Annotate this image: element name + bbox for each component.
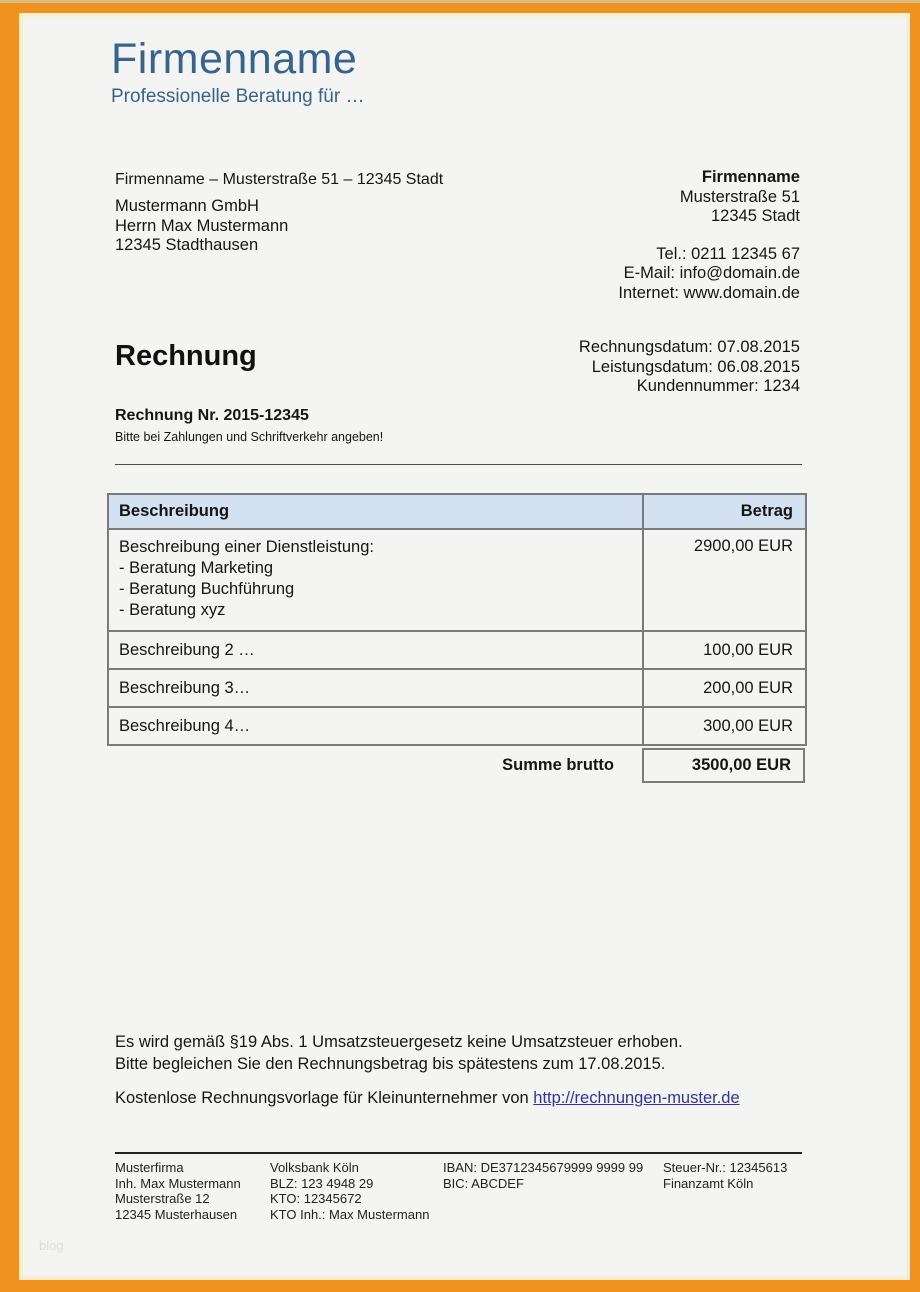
company-logo-subtitle: Professionelle Beratung für … — [111, 86, 365, 107]
item-description-line: - Beratung xyz — [119, 601, 226, 619]
document-page — [19, 13, 910, 1280]
payment-note-line: Bitte begleichen Sie den Rechnungsbetrag bis spätestens zum 17.08.2015. — [115, 1054, 666, 1073]
footer-line: BIC: ABCDEF — [443, 1175, 524, 1191]
invoice-title: Rechnung — [115, 340, 257, 372]
table-row — [108, 669, 806, 707]
company-name: Firmenname — [701, 168, 800, 186]
footer-line: IBAN: DE3712345679999 9999 99 — [443, 1160, 644, 1175]
footer-line: Finanzamt Köln — [663, 1175, 754, 1191]
footer-line: BLZ: 123 4948 29 — [270, 1175, 374, 1191]
item-description-line: - Beratung Buchführung — [119, 580, 295, 598]
template-source-text: Kostenlose Rechnungsvorlage für Kleinunternehmer von — [115, 1089, 534, 1107]
item-description-line: Beschreibung einer Dienstleistung: — [119, 538, 374, 556]
separator-line — [115, 464, 802, 465]
footer-line: Musterstraße 12 — [115, 1191, 210, 1206]
recipient-address — [115, 197, 288, 256]
logo-block — [111, 35, 364, 108]
table-row — [108, 631, 806, 669]
footer-iban-column — [443, 1160, 663, 1222]
footer-line: Volksbank Köln — [270, 1160, 359, 1175]
footer — [115, 1160, 813, 1222]
footer-line: Inh. Max Mustermann — [115, 1175, 241, 1191]
footer-line: Steuer-Nr.: 12345613 — [663, 1160, 788, 1175]
frame-top-edge — [0, 0, 920, 3]
company-city: 12345 Stadt — [711, 207, 800, 225]
invoice-date: Rechnungsdatum: 07.08.2015 — [578, 338, 800, 356]
invoice-number-note: Bitte bei Zahlungen und Schriftverkehr angeben! — [115, 430, 384, 444]
spacer — [500, 227, 800, 245]
item-amount-cell: 300,00 EUR — [643, 707, 806, 745]
item-description-cell: Beschreibung 3… — [108, 669, 643, 707]
table-header-row — [108, 494, 806, 529]
items-table-container — [107, 493, 805, 783]
footer-line: KTO Inh.: Max Mustermann — [270, 1206, 430, 1222]
sum-amount: 3500,00 EUR — [642, 748, 805, 783]
recipient-line: Herrn Max Mustermann — [115, 216, 289, 235]
sum-label: Summe brutto — [502, 756, 614, 774]
company-email: E-Mail: info@domain.de — [623, 264, 800, 282]
template-source-line — [115, 1089, 740, 1108]
invoice-meta-block — [500, 338, 800, 397]
footer-line: 12345 Musterhausen — [115, 1206, 238, 1222]
footer-line: Musterfirma — [115, 1160, 184, 1175]
items-table — [107, 493, 807, 746]
footer-bank-column — [270, 1160, 443, 1222]
watermark-text: blog — [39, 1238, 64, 1253]
company-phone: Tel.: 0211 12345 67 — [656, 244, 800, 263]
description-column-header: Beschreibung — [108, 494, 643, 529]
sum-row — [107, 748, 805, 783]
item-amount-cell: 100,00 EUR — [643, 631, 806, 669]
footer-separator-line — [115, 1152, 802, 1154]
item-description-cell: Beschreibung 4… — [108, 707, 643, 745]
table-row — [108, 707, 806, 745]
footer-company-column — [115, 1160, 270, 1222]
footer-tax-column — [663, 1160, 813, 1222]
amount-column-header: Betrag — [643, 494, 806, 529]
template-source-link[interactable]: http://rechnungen-muster.de — [533, 1089, 740, 1107]
recipient-line: 12345 Stadthausen — [115, 236, 259, 254]
item-amount-cell: 2900,00 EUR — [643, 529, 806, 631]
sender-line: Firmenname – Musterstraße 51 – 12345 Stadt — [115, 171, 444, 188]
tax-notes — [115, 1032, 683, 1075]
company-website: Internet: www.domain.de — [618, 283, 800, 302]
tax-note-line: Es wird gemäß §19 Abs. 1 Umsatzsteuergesetz keine Umsatzsteuer erhoben. — [115, 1033, 683, 1051]
item-description-line: - Beratung Marketing — [119, 559, 274, 577]
item-description-cell: Beschreibung 2 … — [108, 631, 643, 669]
item-description-cell — [108, 529, 643, 631]
footer-line: KTO: 12345672 — [270, 1191, 362, 1206]
company-logo-title: Firmenname — [111, 35, 358, 83]
customer-number: Kundennummer: 1234 — [636, 377, 800, 395]
table-row — [108, 529, 806, 631]
recipient-line: Mustermann GmbH — [115, 197, 259, 215]
invoice-number: Rechnung Nr. 2015-12345 — [115, 407, 309, 424]
item-amount-cell: 200,00 EUR — [643, 669, 806, 707]
company-contact-block — [500, 168, 800, 303]
service-date: Leistungsdatum: 06.08.2015 — [591, 357, 800, 376]
company-street: Musterstraße 51 — [679, 187, 800, 206]
